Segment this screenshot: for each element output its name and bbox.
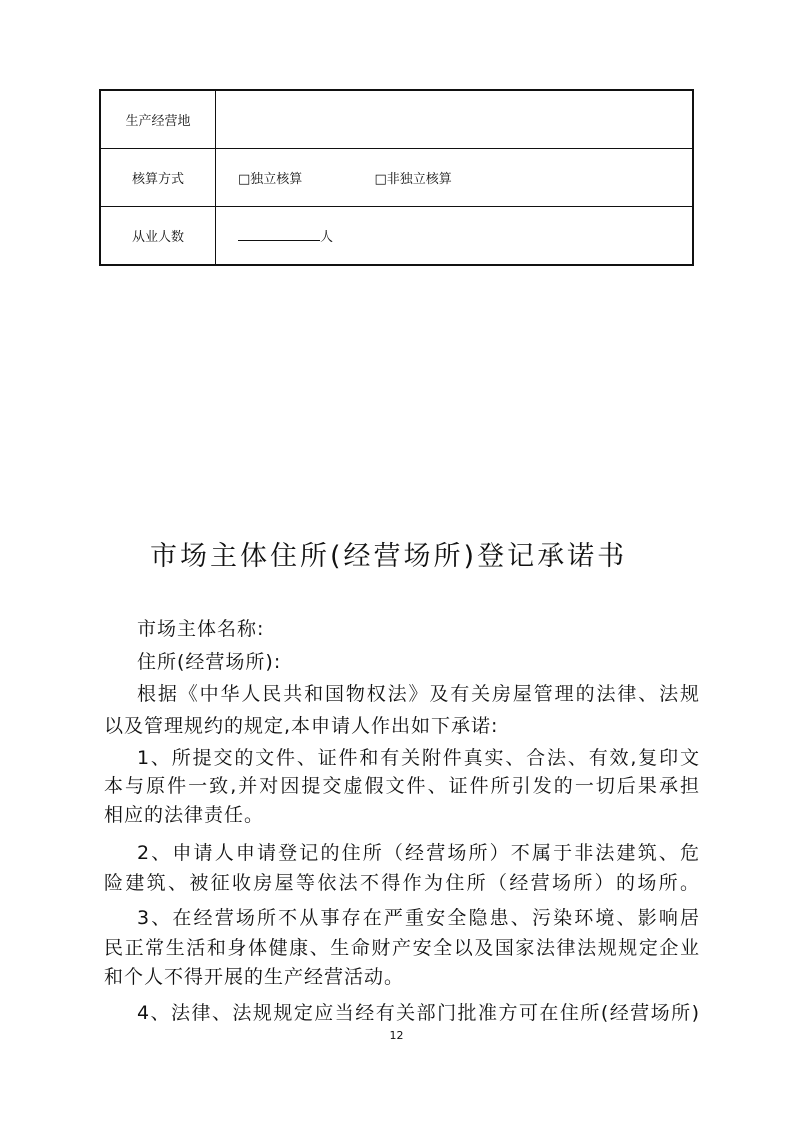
text-line: 本与原件一致,并对因提交虚假文件、证件所引发的一切后果承担: [104, 775, 700, 797]
label-business-location: 生产经营地: [100, 90, 216, 149]
text-line: 1、所提交的文件、证件和有关附件真实、合法、有效,复印文: [137, 747, 700, 769]
text-line: 2、申请人申请登记的住所（经营场所）不属于非法建筑、危: [137, 842, 700, 864]
page-number: 12: [389, 1029, 404, 1042]
text-line: 4、法律、法规规定应当经有关部门批准方可在住所(经营场所): [137, 1002, 700, 1024]
document-title: 市场主体住所(经营场所)登记承诺书: [150, 541, 628, 572]
business-location-field[interactable]: [216, 90, 694, 149]
table-row: [100, 149, 693, 207]
employee-count-blank[interactable]: [238, 228, 320, 241]
employee-count-field: [216, 207, 694, 266]
text-line: 3、在经营场所不从事存在严重安全隐患、污染环境、影响居: [137, 907, 700, 929]
text-line: 和个人不得开展的生产经营活动。: [104, 966, 405, 988]
text-line: 险建筑、被征收房屋等依法不得作为住所（经营场所）的场所。: [104, 872, 700, 894]
employee-unit: 人: [320, 230, 334, 245]
label-accounting-method: 核算方式: [100, 149, 216, 207]
text-line: 民正常生活和身体健康、生命财产安全以及国家法律法规规定企业: [104, 937, 700, 959]
registration-form-table: [99, 89, 694, 266]
text-line: 以及管理规约的规定,本申请人作出如下承诺:: [104, 715, 499, 737]
text-line: 根据《中华人民共和国物权法》及有关房屋管理的法律、法规: [137, 683, 700, 705]
text-line: 住所(经营场所):: [137, 651, 282, 673]
text-line: 市场主体名称:: [137, 618, 265, 640]
checkbox-non-independent-accounting[interactable]: □非独立核算: [374, 172, 452, 187]
table-row: [100, 90, 693, 149]
checkbox-independent-accounting[interactable]: □独立核算: [238, 172, 303, 187]
accounting-method-options: [216, 149, 694, 207]
table-row: [100, 207, 693, 266]
text-line: 相应的法律责任。: [104, 804, 265, 826]
label-employee-count: 从业人数: [100, 207, 216, 266]
